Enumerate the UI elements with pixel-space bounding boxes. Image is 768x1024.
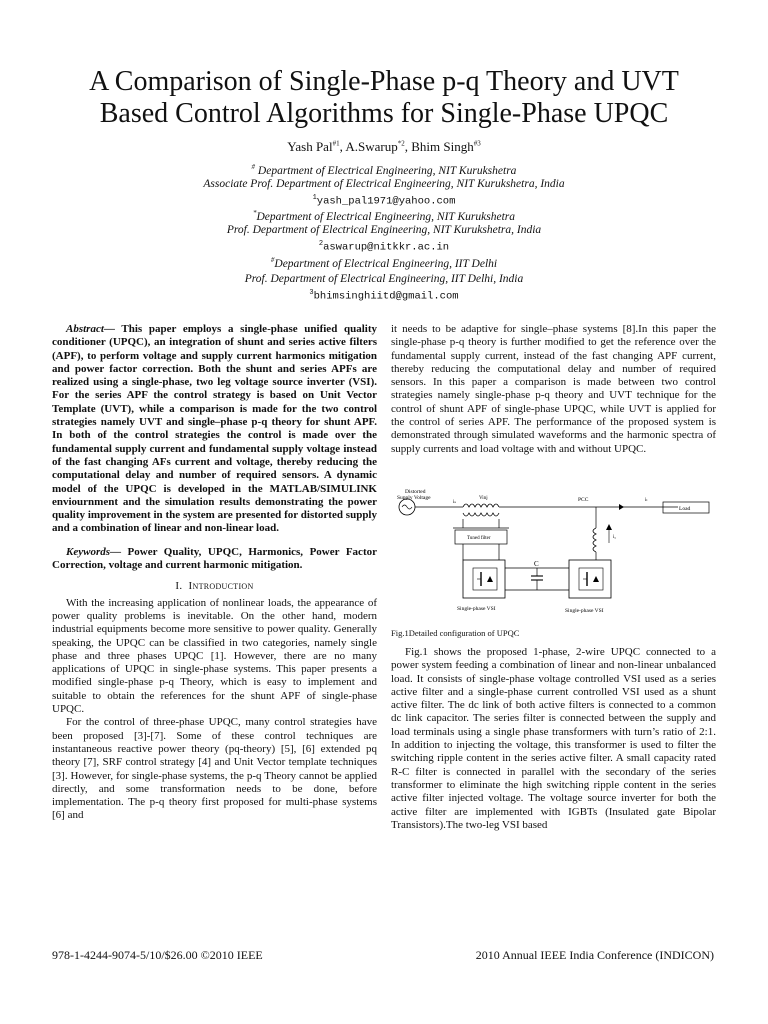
affiliation-2-prof: Prof. Department of Electrical Engineering, NIT Kurukshetra, India bbox=[226, 224, 542, 236]
source-label: Distorted bbox=[405, 489, 426, 495]
right-column-bottom bbox=[391, 646, 716, 832]
keywords-text: Power Quality, UPQC, Harmonics, Power Factor Correction, voltage and current harmonic mitigation. bbox=[52, 545, 377, 572]
vsi-left-box bbox=[463, 560, 505, 598]
title-line-1: A Comparison of Single-Phase p-q Theory and UVT bbox=[89, 66, 679, 97]
right-paragraph-2: Fig.1 shows the proposed 1-phase, 2-wire UPQC connected to a power system feeding a combination of linear and non-linear unbalanced load. It consists of single-phase voltage controlled VSI used as a series active filter and a single-phase current controlled VSI used as a shunt active filter. The dc link of both active filters is connected to a common dc link capacitor. The series filter is connected between the supply and load terminals using a single phase transformers with turn’s ratio of 2:1. In addition to injecting the voltage, this transformer is used to filter the switching ripple content in the series active filter. A small capacity rated R-C filter is connected in parallel with the secondary of the series transformer to eliminate the high switching ripple content in the series active filter injected voltage. The voltage source inverter for both the active filter are implemented with IGBTs (Insulated gate Bipolar Transistors).The two-leg VSI based bbox=[391, 646, 716, 831]
intro-paragraph-2: For the control of three-phase UPQC, many control strategies have been proposed [3]-[7]. Some of these control techniques are instantaneous reactive power theory (pq-theory) [5], [6] extended pq theory [7], SRF control strategy [4] and Unit Vector template techniques [3]. However, for single-phase systems, the p-q Theory cannot be applied directly, and some transformation needs to be done, before implementation. The p-q theory first proposed for multi-phase systems [6] and bbox=[52, 716, 377, 822]
figure-1-diagram bbox=[393, 488, 715, 618]
affiliation-1-dept-text: Department of Electrical Engineering, NIT Kurukshetra bbox=[257, 164, 517, 177]
author-3-mark: #3 bbox=[473, 139, 481, 148]
intro-paragraph-1: With the increasing application of nonlinear loads, the appearance of power quality problems is inevitable. On the other hand, modern industrial equipments become more sensitive to power quality. Generally speaking, the UPQC can be classified in two categories, namely single phase and three phases UPQC [1]. However, there are no many applications of UPQC in single-phase systems. This paper presents a modified single-phase p-q Theory, which is easy to implement and suitable to obtain the references for the shunt APF of single-phase UPQC. bbox=[52, 596, 377, 716]
author-list: Yash Pal$^{\#1}$, A.Swarup$^{*2}$, Bhim Singh$^{\#3}$ bbox=[287, 139, 481, 154]
email-1-text: yash_pal1971@yahoo.com bbox=[316, 195, 456, 208]
author-1-mark: #1 bbox=[332, 139, 340, 148]
keywords bbox=[52, 546, 377, 573]
pcc-label: PCC bbox=[578, 497, 589, 503]
author-2-mark: *2 bbox=[397, 139, 405, 148]
abstract-text: This paper employs a single-phase unified quality conditioner (UPQC), an integration of shunt and series active filters (APF), to perform voltage and supply current harmonics mitigation and power factor correction. Both the shunt and series APFs are realized using a single-phase, two leg voltage source inverter (VSI). For the series APF the control strategy is based on Unit Vector Template (UVT), while a comparison is made for the two control strategies namely UVT and single–phase p-q theory for shunt APF. In both of the control strategies the control is made over the fundamental supply current and fundamental supply voltage instead of the fast changing AFs current and voltage, thereby reducing the computational delay and number of required sensors. A dynamic model of the UPQC is developed in the MATLAB/SIMULINK enviournment and the simulation results demonstrating the power quality improvement in the system are presented for distorted supply and a combination of linear and non-linear load. bbox=[52, 323, 377, 535]
vinj-label: Vinj bbox=[479, 496, 488, 501]
keywords-label: Keywords bbox=[66, 545, 110, 558]
tuned-filter-label: Tuned filter bbox=[467, 536, 491, 541]
figure-1-caption: Fig.1Detailed configuration of UPQC bbox=[391, 628, 520, 638]
affiliation-2-dept bbox=[0, 209, 768, 223]
vsi-right-box bbox=[569, 560, 611, 598]
right-column-top bbox=[391, 323, 716, 456]
load-label: Load bbox=[679, 506, 691, 512]
affiliation-1-mark: # bbox=[251, 163, 256, 171]
abstract-dash: — bbox=[103, 323, 122, 335]
keywords-dash: — bbox=[110, 545, 128, 558]
email-2-text: aswarup@nitkkr.ac.in bbox=[323, 241, 450, 254]
author-3: Bhim Singh bbox=[411, 139, 474, 154]
section-title: Introduction bbox=[188, 580, 254, 593]
affiliation-3-dept-text: Department of Electrical Engineering, IIT Delhi bbox=[274, 257, 498, 270]
section-number: I. bbox=[175, 580, 183, 593]
affiliation-3-email bbox=[0, 289, 768, 303]
supply-current-label: iₛ bbox=[453, 500, 457, 505]
left-column bbox=[52, 323, 377, 823]
email-1-mark: 1 bbox=[312, 194, 317, 202]
affiliation-2-mark: * bbox=[252, 209, 257, 217]
affiliation-3-mark: # bbox=[270, 256, 275, 264]
capacitor-label: C bbox=[534, 560, 539, 568]
vsi-left-label: Single-phase VSI bbox=[457, 606, 496, 612]
affiliation-3-prof: Prof. Department of Electrical Engineering, IIT Delhi, India bbox=[244, 273, 524, 285]
section-heading-intro bbox=[52, 580, 377, 593]
affiliation-1-prof: Associate Prof. Department of Electrical Engineering, NIT Kurukshetra, India bbox=[203, 178, 565, 190]
author-1: Yash Pal bbox=[287, 139, 333, 154]
abstract-label: Abstract bbox=[66, 323, 104, 335]
compensating-current-label: i꜀ bbox=[613, 535, 617, 540]
title-line-2: Based Control Algorithms for Single-Phase UPQC bbox=[99, 98, 669, 129]
paper-title bbox=[0, 66, 768, 130]
shunt-inductor bbox=[593, 528, 596, 552]
author-2: A.Swarup bbox=[345, 139, 398, 154]
vsi-right-label: Single-phase VSI bbox=[565, 608, 604, 614]
source-label-2: Supply Voltage bbox=[397, 495, 431, 501]
series-transformer bbox=[463, 504, 499, 507]
abstract bbox=[52, 323, 377, 536]
email-3-mark: 3 bbox=[309, 289, 314, 297]
affiliation-2-dept-text: Department of Electrical Engineering, NIT Kurukshetra bbox=[256, 210, 515, 223]
footer-copyright: 978-1-4244-9074-5/10/$26.00 ©2010 IEEE bbox=[52, 948, 263, 962]
right-paragraph-1: it needs to be adaptive for single–phase systems [8].In this paper the single-phase p-q theory is further modified to get the reference over the fundamental supply current, instead of the fast changing APF current, thereby reducing the computational delay and number of required sensors. In this paper a comparison is made between two control strategies namely single-phase p-q theory and UVT technique for the control of shunt APF of single-phase UPQC, while UVT is applied for the control of series APF. The performance of the proposed system is demonstrated through simulated waveforms and the harmonic spectra of supply currents and load voltage with and without UPQC. bbox=[391, 323, 716, 455]
affiliation-1-email bbox=[0, 194, 768, 208]
affiliation-1-dept bbox=[0, 163, 768, 177]
affiliation-3-dept bbox=[0, 256, 768, 270]
footer-conference: 2010 Annual IEEE India Conference (INDICON) bbox=[475, 948, 714, 962]
email-3-text: bhimsinghiitd@gmail.com bbox=[313, 290, 459, 303]
load-current-label: iₗ bbox=[645, 498, 648, 503]
email-2-mark: 2 bbox=[318, 240, 324, 248]
affiliation-2-email bbox=[0, 240, 768, 254]
